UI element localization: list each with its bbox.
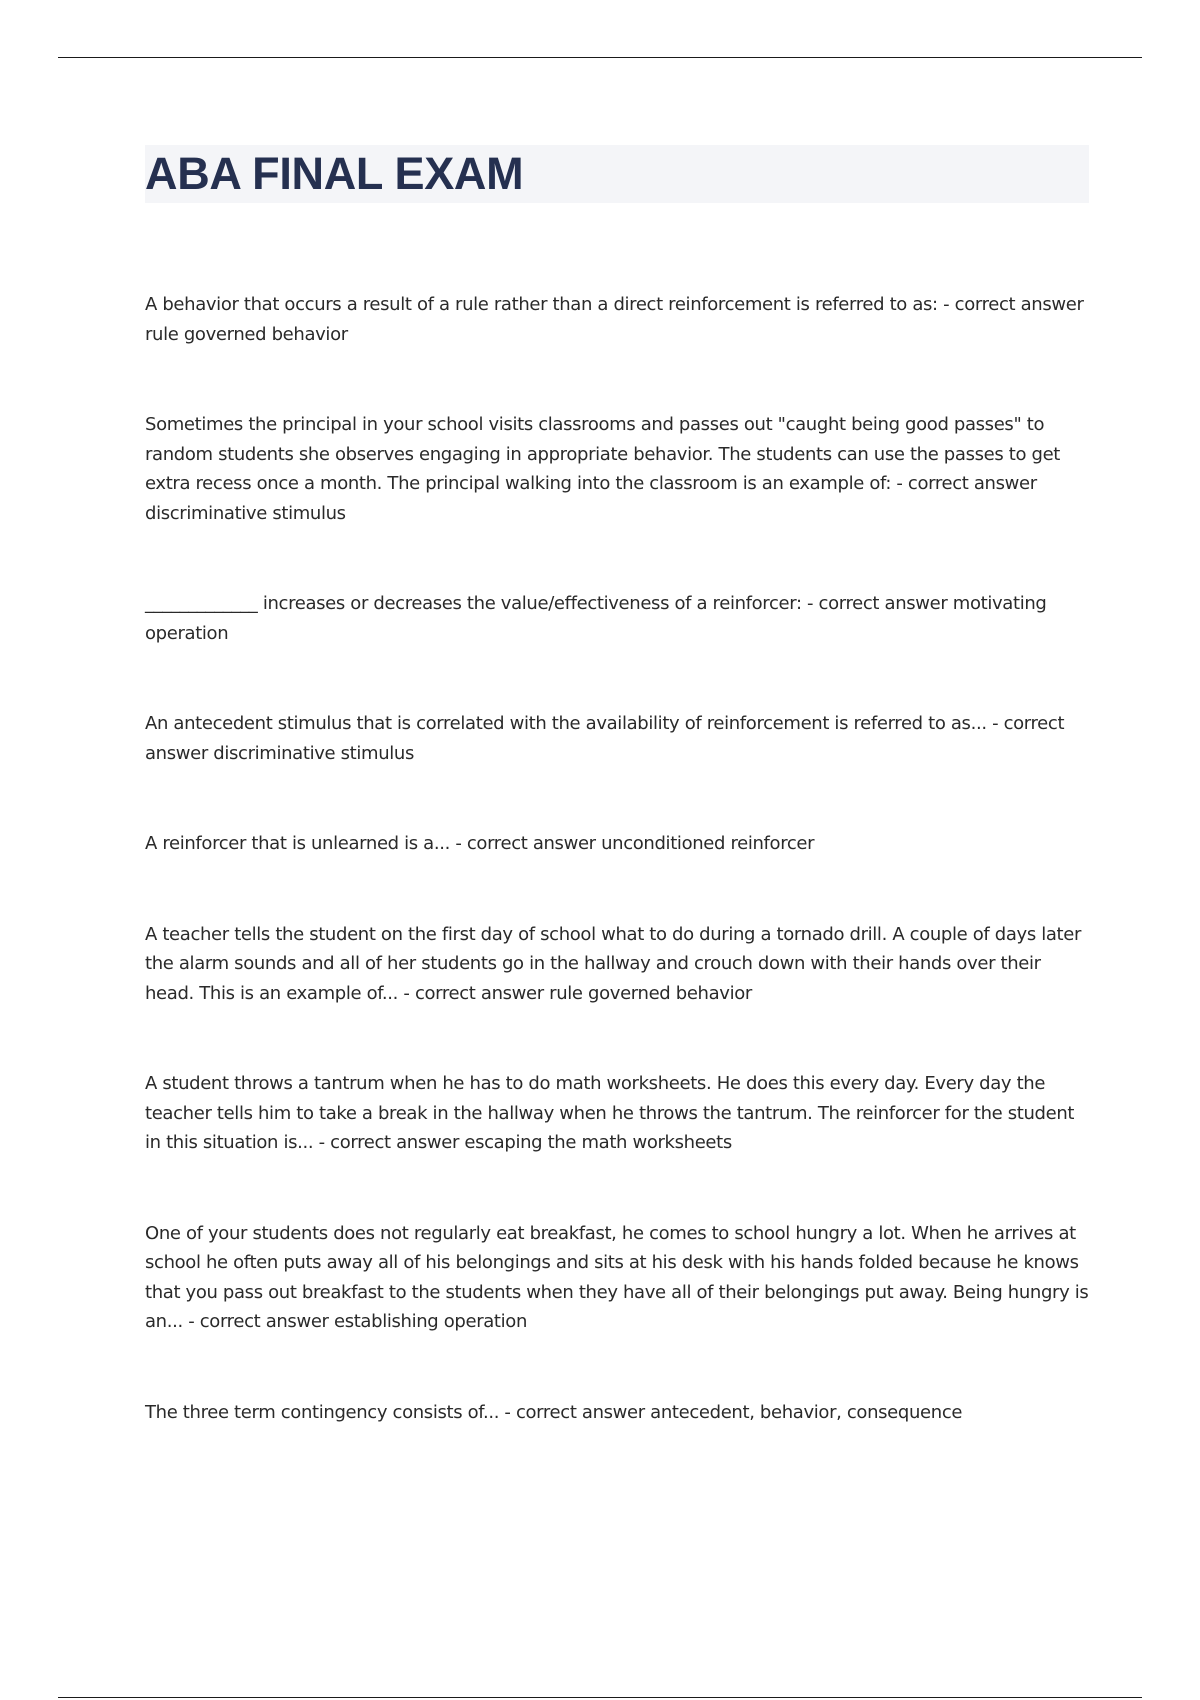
bottom-divider	[58, 1697, 1142, 1698]
top-divider	[58, 57, 1142, 58]
qa-item-8: One of your students does not regularly eat breakfast, he comes to school hungry a lot. When he arrives at school he often puts away all of his belongings and sits at his desk with his hands folded because he knows that you pass out breakfast to the students when they have all of their belongings put away. Being hungry is an... - correct answer establishing operation	[145, 1222, 1089, 1332]
qa-item-1: A behavior that occurs a result of a rule rather than a direct reinforcement is referred to as: - correct answer rule governed behavior	[145, 294, 1084, 345]
document-title: ABA FINAL EXAM	[145, 148, 524, 199]
qa-item-4: An antecedent stimulus that is correlated with the availability of reinforcement is referred to as... - correct answer discriminative stimulus	[145, 713, 1065, 764]
qa-item-9: The three term contingency consists of... - correct answer antecedent, behavior, consequence	[145, 1401, 963, 1423]
qa-item-5: A reinforcer that is unlearned is a... - correct answer unconditioned reinforcer	[145, 833, 815, 854]
qa-item-6: A teacher tells the student on the first day of school what to do during a tornado drill. A couple of days later the alarm sounds and all of her students go in the hallway and crouch down with their hands over their head. This is an example of... - correct answer rule governed behavior	[145, 923, 1082, 1004]
qa-item-3: _____________ increases or decreases the value/effectiveness of a reinforcer: - correct answer motivating operation	[145, 593, 1047, 644]
qa-list	[145, 290, 1090, 1427]
qa-item-7: A student throws a tantrum when he has to do math worksheets. He does this every day. Every day the teacher tells him to take a break in the hallway when he throws the tantrum. The reinforcer for the student in this situation is... - correct answer escaping the math worksheets	[145, 1073, 1075, 1153]
qa-item-2: Sometimes the principal in your school visits classrooms and passes out "caught being good passes" to random students she observes engaging in appropriate behavior. The students can use the passes to get extra recess once a month. The principal walking into the classroom is an example of: - correct answer discriminative stimulus	[145, 414, 1060, 524]
